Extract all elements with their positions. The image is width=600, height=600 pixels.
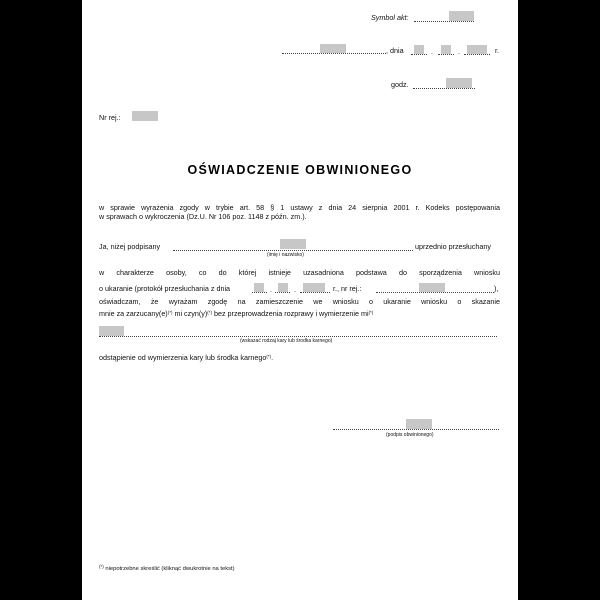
body-line-2-dot-2: . [294, 285, 296, 294]
body-line-4-b: mi czyn(y) [172, 309, 208, 318]
reg-label: Nr rej.: [99, 113, 121, 122]
symbol-redacted [449, 11, 474, 21]
declarant-suffix: uprzednio przesłuchany [415, 242, 491, 251]
intro-line-1: w sprawie wyrażenia zgody w trybie art. 58 § 1 ustawy z dnia 24 sierpnia 2001 r. Kodeks postępowania [99, 203, 500, 212]
declarant-name-redacted [280, 239, 306, 249]
footnote-text: niepotrzebne skreślić (kliknąć dwukrotnie na tekst) [103, 566, 235, 572]
signature-field[interactable] [333, 429, 499, 430]
penalty-caption: (wskazać rodzaj kary lub środka karnego) [240, 338, 333, 344]
date-dot-2: . [458, 47, 460, 56]
footnote-ref-3: (*) [368, 310, 374, 315]
body-line-2-end: ), [494, 284, 499, 293]
body-line-2-dot-1: . [270, 285, 272, 294]
month-redacted [441, 45, 451, 54]
year-redacted [467, 45, 487, 54]
protocol-reg-redacted [419, 283, 445, 292]
protocol-day-field[interactable] [252, 292, 267, 293]
year-suffix: r. [495, 46, 499, 55]
footnote-ref-2: (*) [207, 310, 212, 315]
document-page [82, 0, 518, 600]
protocol-year-redacted [303, 283, 325, 292]
month-field[interactable] [438, 54, 454, 55]
symbol-label: Symbol akt: [371, 13, 409, 22]
body-line-4 [99, 309, 373, 318]
date-dot-1: . [431, 47, 433, 56]
year-field[interactable] [464, 54, 490, 55]
dnia-label: , dnia [386, 46, 404, 55]
footnote-marker: (*) [99, 564, 104, 569]
symbol-field[interactable] [414, 21, 474, 22]
signature-redacted [406, 419, 432, 429]
body-line-3: oświadczam, że wyrażam zgodę na zamieszczenie we wniosku o ukaranie wniosku o skazanie [99, 297, 500, 306]
body-line-1: w charakterze osoby, co do której istnieje uzasadniona podstawa do sporządzenia wniosku [99, 268, 500, 277]
waiver-end: . [271, 353, 274, 362]
body-line-2-nrrej: r., nr rej.: [333, 284, 362, 293]
body-line-4-a: mnie za zarzucany(e) [99, 309, 168, 318]
penalty-field[interactable] [99, 336, 497, 337]
waiver-line [99, 353, 273, 362]
protocol-year-field[interactable] [300, 292, 330, 293]
protocol-reg-field[interactable] [376, 292, 494, 293]
time-label: godz. [391, 80, 409, 89]
reg-redacted[interactable] [132, 111, 158, 121]
footnote-ref-4: (*) [266, 354, 272, 359]
place-redacted [320, 44, 346, 53]
footnote [99, 566, 235, 573]
day-redacted [414, 45, 424, 54]
page-title: OŚWIADCZENIE OBWINIONEGO [187, 163, 413, 177]
declarant-prefix: Ja, niżej podpisany [99, 242, 161, 251]
time-field[interactable] [413, 88, 475, 89]
signature-caption: (podpis obwinionego) [386, 432, 434, 438]
name-caption: (imię i nazwisko) [267, 252, 304, 258]
time-redacted [446, 78, 472, 88]
body-line-2-prefix: o ukaranie (protokół przesłuchania z dnia [99, 284, 231, 293]
protocol-month-field[interactable] [275, 292, 290, 293]
protocol-month-redacted [278, 283, 288, 292]
protocol-day-redacted [254, 283, 264, 292]
penalty-redacted [99, 326, 124, 336]
body-line-4-c: bez przeprowadzenia rozprawy i wymierzenie mi [211, 309, 369, 318]
place-field[interactable] [282, 53, 386, 54]
day-field[interactable] [411, 54, 427, 55]
intro-line-2: w sprawach o wykroczenia (Dz.U. Nr 106 poz. 1148 z późn. zm.). [99, 212, 307, 221]
declarant-name-field[interactable] [173, 250, 413, 251]
footnote-ref-1: (*) [167, 310, 173, 315]
waiver-text: odstąpienie od wymierzenia kary lub środka karnego [99, 353, 267, 362]
